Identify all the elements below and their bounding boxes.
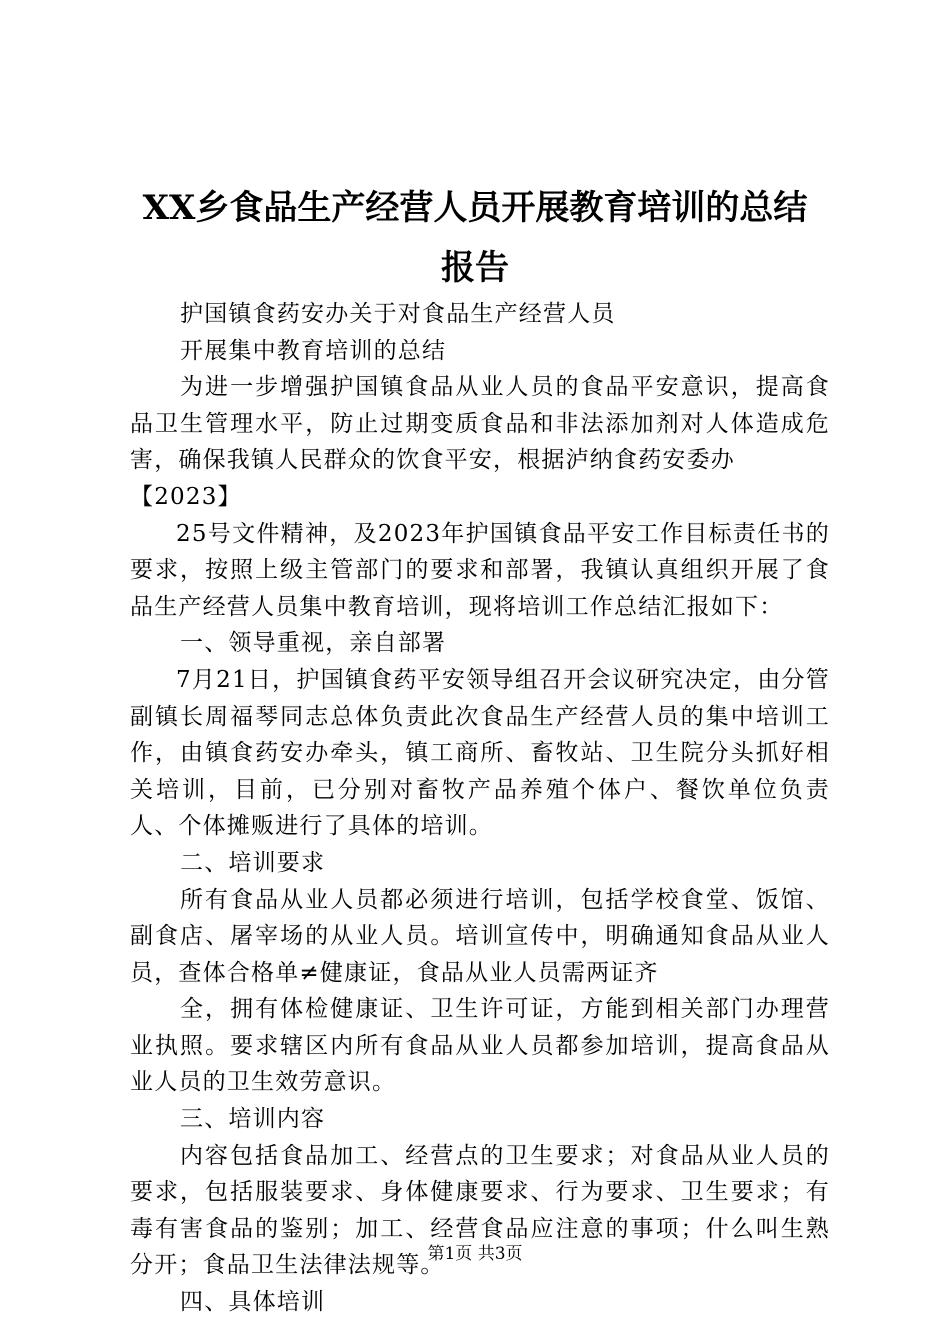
paragraph-section-2b: 全，拥有体检健康证、卫生许可证，方能到相关部门办理营业执照。要求辖区内所有食品从业人员都参加培训，提高食品从业人员的卫生效劳意识。 [130, 996, 830, 1096]
document-title-line-2: 报告 [441, 248, 509, 288]
document-body [130, 296, 830, 1321]
document-title-line-1: XX乡食品生产经营人员开展教育培训的总结 [142, 188, 808, 228]
paragraph-doc-number: 25号文件精神，及2023年护国镇食品平安工作目标责任书的要求，按照上级主管部门的要求和部署，我镇认真组织开展了食品生产经营人员集中教育培训，现将培训工作总结汇报如下： [130, 520, 830, 620]
section-heading-2: 二、培训要求 [180, 849, 326, 876]
paragraph-subtitle: 开展集中教育培训的总结 [180, 337, 447, 364]
paragraph-section-2a: 所有食品从业人员都必须进行培训，包括学校食堂、饭馆、副食店、屠宰场的从业人员。培训宣传中，明确通知食品从业人员，查体合格单≠健康证，食品从业人员需两证齐 [130, 886, 830, 986]
page-number-footer: 第1页 共3页 [427, 1244, 523, 1264]
paragraph-intro: 为进一步增强护国镇食品从业人员的食品平安意识，提高食品卫生管理水平，防止过期变质食品和非法添加剂对人体造成危害，确保我镇人民群众的饮食平安，根据泸纳食药安委办 [130, 374, 830, 474]
paragraph-doc-year: 【2023】 [130, 483, 242, 510]
paragraph-section-3: 内容包括食品加工、经营点的卫生要求；对食品从业人员的要求，包括服装要求、身体健康要求、行为要求、卫生要求；有毒有害食品的鉴别；加工、经营食品应注意的事项；什么叫生熟分开；食品卫生法律法规等。 [130, 1142, 830, 1279]
section-heading-3: 三、培训内容 [180, 1106, 326, 1133]
section-heading-4: 四、具体培训 [180, 1289, 326, 1316]
paragraph-section-1: 7月21日，护国镇食药平安领导组召开会议研究决定，由分管副镇长周福琴同志总体负责此次食品生产经营人员的集中培训工作，由镇食药安办牵头，镇工商所、畜牧站、卫生院分头抓好相关培训，目前，已分别对畜牧产品养殖个体户、餐饮单位负责人、个体摊贩进行了具体的培训。 [130, 666, 830, 840]
section-heading-1: 一、领导重视，亲自部署 [180, 630, 447, 657]
paragraph-issuer: 护国镇食药安办关于对食品生产经营人员 [180, 301, 616, 327]
